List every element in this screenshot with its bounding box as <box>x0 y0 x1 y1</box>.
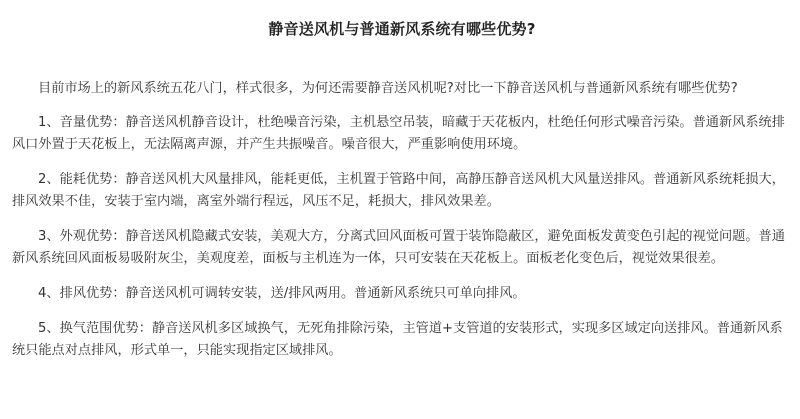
paragraph-energy-advantage: 2、能耗优势：静音送风机大风量排风，能耗更低，主机置于管路中间，高静压静音送风机大风量送排风。普通新风系统耗损大，排风效果不佳，安装于室内端，离室外端行程远，风压不足，耗损大，排风效果差。 <box>12 172 785 209</box>
paragraph-volume-advantage: 1、音量优势：静音送风机静音设计，杜绝噪音污染，主机悬空吊装，暗藏于天花板内，杜绝任何形式噪音污染。普通新风系统排风口外置于天花板上，无法隔离声源，并产生共振噪音。噪音很大，严重影响使用环境。 <box>12 115 785 152</box>
article-title: 静音送风机与普通新风系统有哪些优势? <box>268 20 536 38</box>
paragraph-exhaust-advantage: 4、排风优势：静音送风机可调转安装，送/排风两用。普通新风系统只可单向排风。 <box>38 286 526 301</box>
paragraph-appearance-advantage: 3、外观优势：静音送风机隐藏式安装，美观大方，分离式回风面板可置于装饰隐蔽区，避免面板发黄变色引起的视觉问题。普通新风系统回风面板易吸附灰尘，美观度差，面板与主机连为一体，只可安装在天花板上。面板老化变色后，视觉效果很差。 <box>12 229 785 266</box>
article-body <box>12 78 792 375</box>
paragraph-ventilation-range-advantage: 5、换气范围优势：静音送风机多区域换气，无死角排除污染，主管道+支管道的安装形式，实现多区域定向送排风。普通新风系统只能点对点排风，形式单一，只能实现指定区域排风。 <box>12 321 783 358</box>
intro-paragraph: 目前市场上的新风系统五花八门，样式很多，为何还需要静音送风机呢?对比一下静音送风机与普通新风系统有哪些优势? <box>38 81 738 96</box>
